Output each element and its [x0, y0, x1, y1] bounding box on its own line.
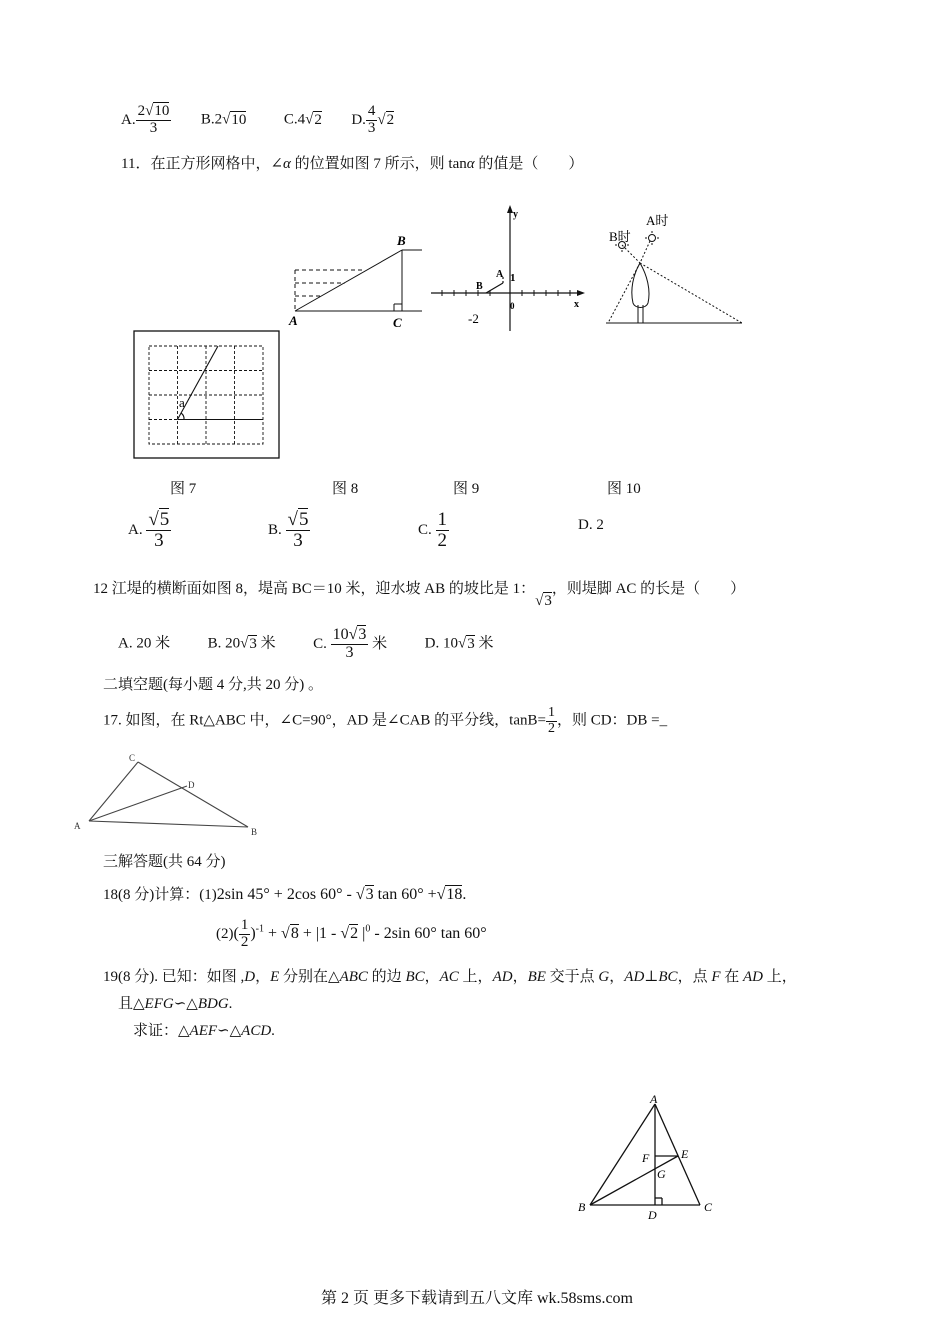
q11-stem: 11．在正方形网格中，∠α 的位置如图 7 所示，则 tanα 的值是（ ） [121, 156, 584, 172]
q11-option-a: A. $\frac{√5}{3}$ [128, 509, 170, 551]
q17-label-a: A [74, 821, 81, 831]
q12-stem: 12 江堤的横断面如图 8，堤高 BC＝10 米，迎水坡 AB 的坡比是 1：√3，则堤脚 AC 的长是（ ） [93, 581, 746, 609]
q19-line-1: 19(8 分). 已知：如图 ,D，E 分别在△ABC 的边 BC，AC 上，AD，BE 交于点 G，AD⊥BC，点 F 在 AD 上， [103, 969, 797, 985]
q17-label-d: D [188, 780, 195, 790]
fig8-label-c: C [393, 315, 402, 330]
q12-option-c: C. $\frac{10√3}{3}$ 米 [313, 626, 388, 661]
page-footer: 第 2 页 更多下载请到五八文库 wk.58sms.com [321, 1290, 634, 1307]
figure-10 [600, 205, 750, 330]
q19-label-f: F [642, 1151, 650, 1165]
q19-label-a: A [650, 1092, 658, 1106]
q19-label-g: G [657, 1167, 666, 1181]
q19-label-b: B [578, 1200, 586, 1214]
fig9-label-a: A [496, 269, 504, 280]
figure-9 [428, 203, 588, 335]
fig9-label-x: x [574, 299, 579, 310]
q10-option-b: B.2√10 [200, 111, 247, 128]
fig8-label-b: B [397, 233, 406, 248]
fig10-label-a: A时 [646, 213, 669, 228]
q10-option-c: C.4√2 [283, 111, 322, 128]
fig7-alpha-label: a [179, 395, 185, 410]
q18-part1: 18(8 分)计算：(1)2sin 45° + 2cos 60° - √3 tan 60° +√18. [103, 886, 467, 903]
fig8-caption: 图 8 [332, 481, 359, 497]
q17-label-c: C [129, 753, 136, 763]
q18-part2: (2)( $\frac{1}{2}$ )$^{-1}$ + √8 + |1 - √2 $|^0 - 2\sin$ 60° tan 60° [216, 917, 487, 950]
figure-8 [285, 228, 425, 333]
fig10-label-b: B时 [609, 229, 631, 244]
q12-option-a: A. 20 米 [118, 635, 171, 652]
q11-option-b: B. $\frac{√5}{3}$ [268, 509, 309, 551]
fig10-caption: 图 10 [607, 481, 641, 497]
q19-label-e: E [681, 1147, 689, 1161]
q19-line-3: 求证：△AEF∽△ACD. [133, 1023, 275, 1039]
fig9-label-neg2: -2 [468, 311, 479, 326]
q11-option-c: C. $\frac{1}{2}$ [418, 509, 448, 551]
fig7-caption: 图 7 [170, 481, 197, 497]
fig9-label-0: 0 [510, 301, 515, 311]
fig9-label-1: 1 [510, 272, 516, 284]
q17-stem: 17. 如图，在 Rt△ABC 中，∠C=90°，AD 是∠CAB 的平分线，tanB= $\frac{1}{2}$ ，则 CD：DB =_ [103, 705, 668, 736]
sun-a-icon [645, 231, 659, 245]
q10-options [121, 104, 394, 137]
q12-options [118, 627, 494, 662]
figure-7 [133, 330, 281, 460]
q12-option-b: B. 20√3 米 [207, 635, 276, 652]
q11-option-d: D. 2 [578, 517, 604, 533]
section-2-title: 二填空题(每小题 4 分,共 20 分) 。 [103, 677, 323, 693]
fig9-label-y: y [513, 209, 518, 220]
fig9-caption: 图 9 [453, 481, 480, 497]
q19-label-d: D [648, 1208, 657, 1222]
q17-label-b: B [251, 827, 258, 837]
q19-figure [570, 1092, 730, 1222]
q17-figure [70, 750, 265, 838]
q12-option-d: D. 10√3 米 [424, 635, 494, 652]
q10-option-d: D. $\frac{4}{3}$ √2 [351, 103, 395, 136]
fig9-label-b: B [476, 281, 483, 292]
section-3-title: 三解答题(共 64 分) [103, 854, 226, 870]
q19-line-2: 且△EFG∽△BDG. [118, 996, 233, 1012]
q10-option-a: A. $\frac{2√10}{3}$ [121, 103, 170, 136]
fig8-label-a: A [289, 313, 298, 328]
q19-label-c: C [704, 1200, 713, 1214]
